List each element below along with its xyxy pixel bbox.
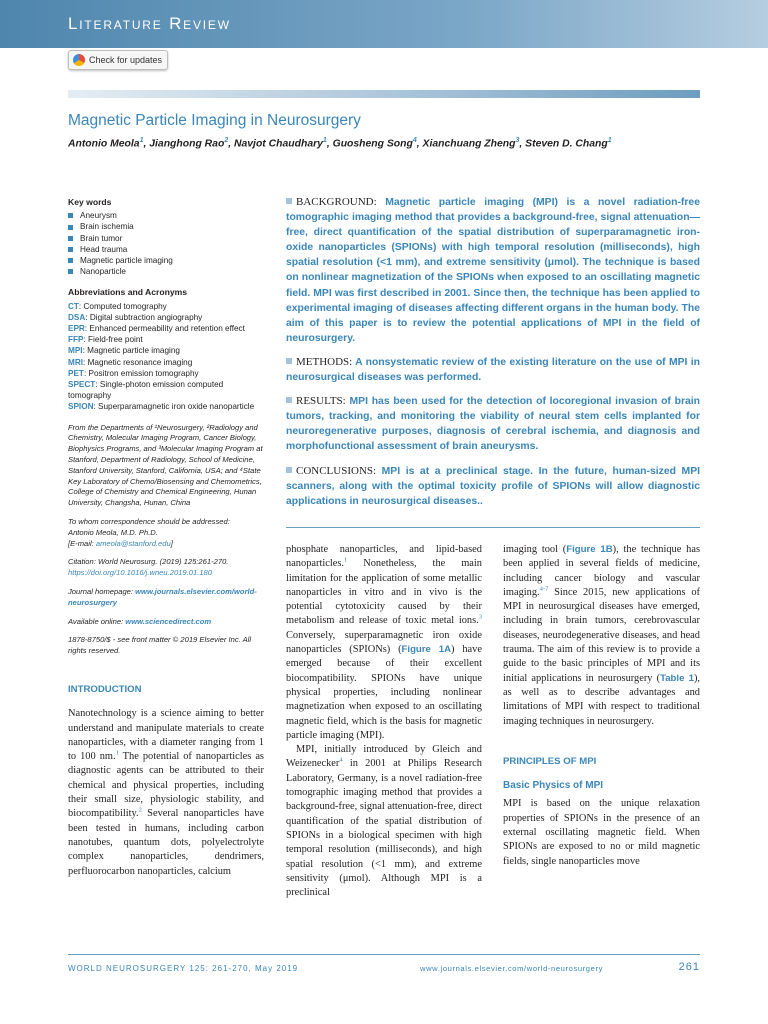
check-for-updates-button[interactable] — [68, 50, 168, 70]
body-paragraph — [68, 707, 264, 879]
check-for-updates-icon — [73, 54, 85, 66]
reference-link[interactable]: 1 — [115, 749, 119, 757]
text-run: ), the technique has been applied in several fields of medicine, including cancer biology and vascular imaging. — [503, 544, 700, 598]
abstract — [286, 195, 700, 518]
article-title: Magnetic Particle Imaging in Neurosurgery — [68, 112, 361, 129]
correspondence-name: Antonio Meola, M.D. Ph.D. — [68, 527, 158, 537]
abstract-methods — [286, 355, 700, 385]
abstract-heading: METHODS: — [286, 356, 352, 368]
abbreviation-value: Digital subtraction angiography — [89, 312, 203, 322]
abbreviation-key: EPR — [68, 324, 85, 334]
available-online — [68, 617, 264, 628]
text-run: ) have emerged because of their excellent biocompatibility. SPIONs have unique physical properties, including nonlinear magnetization when exposed to an oscillating magnetic field, which is the basis for magnetic particle imaging (MPI). — [286, 644, 482, 741]
author-name: Steven D. Chang — [525, 138, 608, 150]
abbreviation-item: EPR: Enhanced permeability and retention effect — [68, 324, 245, 334]
author-name: Guosheng Song — [332, 138, 413, 150]
title-rule — [68, 90, 700, 98]
abstract-heading: RESULTS: — [286, 395, 346, 407]
author-name: Xianchuang Zheng — [422, 138, 516, 150]
author-affiliation: 3 — [515, 137, 520, 144]
copyright: 1878-8750/$ - see front matter © 2019 Elsevier Inc. All rights reserved. — [68, 635, 252, 656]
body-column-3 — [503, 543, 700, 869]
abstract-results — [286, 394, 700, 454]
author-affiliation: 1 — [139, 137, 144, 144]
body-column-2 — [286, 543, 482, 900]
abbreviation-value: Magnetic resonance imaging — [87, 357, 193, 367]
correspondence-note: To whom correspondence should be addressed: — [68, 517, 230, 527]
abbreviation-item: DSA: Digital subtraction angiography — [68, 312, 203, 322]
figure-link[interactable]: Figure 1B — [566, 544, 613, 555]
text-run: Several nanoparticles have been tested in humans, including carbon nanotubes, quantum dots, polyelectrolyte complex nanoparticles, dendrimers, perfluorocarbon nanoparticles, calcium — [68, 808, 264, 877]
keyword-item: Brain tumor — [68, 233, 264, 244]
citation — [68, 557, 264, 579]
author-affiliation: 1 — [607, 137, 612, 144]
check-for-updates-label: Check for updates — [89, 55, 163, 65]
abstract-conclusions — [286, 464, 700, 509]
page-number: 261 — [678, 961, 700, 973]
abstract-heading: BACKGROUND: — [286, 196, 377, 208]
text-run: in 2001 at Philips Research Laboratory, Germany, is a novel radiation-free tomographic imaging method that provides a background-free, signal attenuation-free, direct quantification of the spatial distribution of SPIONs in a biological specimen with high temporal resolution (milliseconds), and high spatial resolution (<1 mm), and extreme sensitivity (μmol). Although MPI is a preclinical — [286, 758, 482, 899]
journal-homepage-link[interactable]: www.journals.elsevier.com/world-neurosurgery — [68, 587, 257, 607]
abbreviation-item: MPI: Magnetic particle imaging — [68, 346, 180, 356]
text-run: Nanotechnology is a science aiming to better understand and manipulate materials to create nanoparticles, with a diameter ranging from 1 to 100 nm. — [68, 708, 264, 763]
abbreviation-value: Field-free point — [88, 335, 143, 345]
citation-text: Citation: World Neurosurg. (2019) 125:261-270. — [68, 557, 229, 567]
abbreviation-key: CT — [68, 301, 79, 311]
email-close: ] — [170, 538, 173, 548]
abbreviation-list — [68, 301, 264, 413]
reference-link[interactable]: 2 — [138, 806, 142, 814]
author-affiliation: 1 — [322, 137, 327, 144]
body-paragraph: MPI is based on the unique relaxation properties of SPIONs in the presence of an external oscillating magnetic field. When SPIONs are exposed to no or mild magnetic fields, single nanoparticles move — [503, 798, 700, 867]
keyword-item: Aneurysm — [68, 210, 264, 221]
affiliations: From the Departments of ¹Neurosurgery, ²Radiology and Chemistry, Molecular Imaging Program, Cancer Biology, Biophysics Programs, and ³Molecular Imaging Program at Stanford, Department of Radiology, School of Medicine, Stanford University, Stanford, California, USA; and ⁴State Key Laboratory of Chemo/Biosensing and Chemometrics, College of Chemistry and Chemical Engineering, Hunan University, Changsha, Hunan, China — [68, 422, 263, 508]
abbreviation-item: SPION: Superparamagnetic iron oxide nanoparticle — [68, 402, 255, 412]
journal-homepage-label: Journal homepage: — [68, 587, 136, 597]
email-label: [E-mail: — [68, 538, 96, 548]
abbreviation-item: CT: Computed tomography — [68, 301, 167, 311]
abstract-background — [286, 195, 700, 346]
abstract-text: MPI is at a preclinical stage. In the future, human-sized MPI scanners, along with the optimal toxicity profile of SPIONs will allow diagnostic applications in neurosurgical diseases.. — [286, 465, 701, 507]
doi-link[interactable]: https://doi.org/10.1016/j.wneu.2019.01.180 — [68, 568, 212, 578]
keyword-item: Nanoparticle — [68, 266, 264, 277]
correspondence — [68, 517, 264, 549]
author-list: Antonio Meola$^1$, Jianghong Rao$^2$, Navjot Chaudhary$^1$, Guosheng Song$^4$, Xianchuang Zheng$^3$, Steven D. Chang$^1$ — [68, 137, 612, 150]
text-run: ), as well as to describe advantages and limitations of MPI with respect to traditional imaging techniques in neurosurgery. — [503, 672, 700, 727]
subsection-heading-basic-physics: Basic Physics of MPI — [503, 780, 604, 792]
author-affiliation: 4 — [412, 137, 417, 144]
abbreviation-key: DSA — [68, 312, 86, 322]
footer-journal: WORLD NEUROSURGERY 125: 261-270, May 2019 — [68, 964, 299, 973]
abbreviation-item: PET: Positron emission tomography — [68, 368, 199, 378]
text-run: MPI, initially introduced by Gleich and Weizenecker — [286, 744, 482, 770]
abbreviation-key: MPI — [68, 346, 83, 356]
abbreviation-item: FFP: Field-free point — [68, 335, 143, 345]
journal-homepage — [68, 587, 264, 609]
abbreviation-value: Magnetic particle imaging — [87, 346, 180, 356]
abbreviation-value: Single-photon emission computed tomography — [68, 380, 224, 401]
abstract-heading: CONCLUSIONS: — [286, 465, 376, 477]
sciencedirect-link[interactable]: www.sciencedirect.com — [125, 616, 212, 626]
abbreviation-item: SPECT: Single-photon emission computed tomography — [68, 380, 224, 401]
body-paragraph — [286, 543, 482, 743]
body-column-1 — [68, 683, 264, 879]
abstract-text: A nonsystematic review of the existing literature on the use of MPI in neurosurgical diseases was performed. — [286, 356, 700, 384]
keyword-item: Magnetic particle imaging — [68, 255, 264, 266]
text-run: phosphate nanoparticles, and lipid-based nanoparticles. — [286, 544, 482, 570]
author-affiliation: 2 — [224, 137, 229, 144]
author-name: Navjot Chaudhary — [234, 138, 323, 150]
reference-link[interactable]: 4-7 — [539, 585, 549, 593]
abstract-text: MPI has been used for the detection of locoregional invasion of brain tumors, tracking, and monitoring the viability of neural stem cells implanted for neuroregenerative purposes, diagnosis of cerebral ischemia, and diagnosis and morphofunctional assessment of brain aneurysms. — [286, 396, 701, 453]
author-name: Jianghong Rao — [149, 138, 225, 150]
author-name: Antonio Meola — [68, 138, 140, 150]
body-paragraph — [286, 743, 482, 900]
abstract-divider — [286, 527, 700, 528]
keyword-item: Brain ischemia — [68, 221, 264, 232]
text-run: Nonetheless, the main limitation for the application of some metallic nanoparticles in vitro and in vivo is the potential cytotoxicity caused by their metabolism and release of toxic metal ions. — [286, 558, 482, 627]
abbreviation-key: SPECT — [68, 380, 96, 390]
footer-url[interactable]: www.journals.elsevier.com/world-neurosurgery — [420, 964, 603, 973]
keyword-list — [68, 210, 264, 277]
abbreviation-key: FFP — [68, 335, 84, 345]
abbreviation-key: PET — [68, 368, 84, 378]
keyword-item: Head trauma — [68, 244, 264, 255]
keywords-heading: Key words — [68, 197, 112, 207]
text-run: Since 2015, new applications of MPI in neurosurgical diseases have emerged, including in brain tumors, cerebrovascular diseases, neurodegenerative diseases, and head trauma. The aim of this review is to provide a guide to the basic principles of MPI and its initial applications in neurosurgery ( — [503, 586, 700, 684]
reference-link[interactable]: 1 — [344, 556, 348, 564]
article-sidebar — [68, 197, 264, 665]
section-heading-introduction: INTRODUCTION — [68, 684, 142, 695]
section-heading-principles: PRINCIPLES OF MPI — [503, 755, 597, 767]
text-run: Conversely, superparamagnetic iron oxide nanoparticles (SPIONs) ( — [286, 629, 482, 656]
email-link[interactable]: ameola@stanford.edu — [95, 538, 171, 548]
available-online-label: Available online: — [68, 616, 126, 626]
abbreviation-value: Positron emission tomography — [88, 368, 199, 378]
reference-link[interactable]: 4 — [339, 756, 343, 764]
text-run: imaging tool ( — [503, 544, 567, 555]
text-run: The potential of nanoparticles as diagnostic agents can be attributed to their chemical and physical properties, including their small size, physiologic stability, and biocompatibility. — [68, 751, 264, 820]
footer-divider — [68, 954, 700, 955]
abbreviations-heading: Abbreviations and Acronyms — [68, 287, 188, 298]
abbreviation-value: Superparamagnetic iron oxide nanoparticle — [98, 402, 255, 412]
abbreviation-key: MRI — [68, 357, 84, 367]
abstract-text: Magnetic particle imaging (MPI) is a novel radiation-free tomographic imaging method that provides a background-free, signal attenuation—free, direct quantification of the spatial distribution of superparamagnetic iron-oxide nanoparticles (SPIONs) with high temporal resolution (milliseconds), high spatial resolution (<1 mm), and extreme sensitivity (μmol). The technique is based on nonlinear magnetization of the SPIONs when exposed to an oscillating magnetic field. MPI was first described in 2001. Since then, the technique has been applied to experimental imaging of diseases affecting different organs in the human body. The aim of this paper is to review the potential applications of MPI in the field of neurosurgery. — [286, 197, 700, 344]
reference-link[interactable]: 3 — [478, 614, 482, 622]
body-paragraph — [503, 543, 700, 729]
section-label: Literature Review — [68, 14, 231, 33]
correspondence-email — [68, 539, 264, 550]
abbreviation-key: SPION — [68, 402, 94, 412]
table-link[interactable]: Table 1 — [660, 672, 694, 684]
figure-link[interactable]: Figure 1A — [401, 644, 452, 656]
abbreviation-item: MRI: Magnetic resonance imaging — [68, 357, 193, 367]
abbreviation-value: Computed tomography — [83, 301, 167, 311]
abbreviation-value: Enhanced permeability and retention effect — [89, 324, 245, 334]
